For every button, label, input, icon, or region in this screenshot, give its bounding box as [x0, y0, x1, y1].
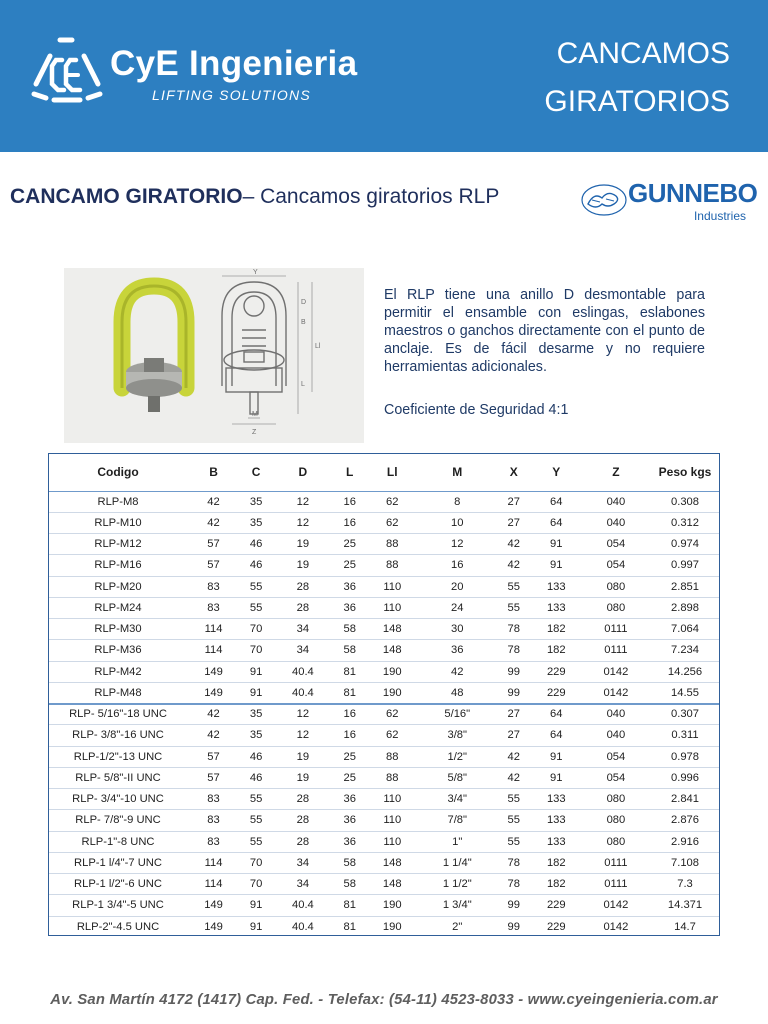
row-value: 149: [188, 682, 239, 703]
row-value: 55: [239, 789, 273, 810]
row-value: 25: [333, 534, 367, 555]
row-value: 2.898: [650, 597, 720, 618]
row-value: 28: [273, 789, 333, 810]
row-value: 64: [531, 704, 582, 725]
row-value: 7/8": [418, 810, 497, 831]
row-value: 88: [367, 746, 418, 767]
row-value: 7.108: [650, 852, 720, 873]
page-title-line1: CANCAMOS: [556, 37, 730, 70]
table-row: [48, 852, 720, 873]
row-value: 16: [333, 512, 367, 533]
row-value: 36: [333, 789, 367, 810]
row-value: 42: [497, 767, 531, 788]
row-value: 27: [497, 512, 531, 533]
col-header: M: [418, 453, 497, 491]
row-code: RLP-M30: [48, 619, 188, 640]
row-value: 55: [239, 597, 273, 618]
row-value: 149: [188, 661, 239, 682]
table-row: [48, 789, 720, 810]
row-value: 190: [367, 916, 418, 937]
row-value: 78: [497, 852, 531, 873]
row-value: 88: [367, 555, 418, 576]
row-value: 88: [367, 767, 418, 788]
row-value: 080: [582, 831, 650, 852]
table-row: [48, 576, 720, 597]
row-value: 27: [497, 725, 531, 746]
row-value: 148: [367, 619, 418, 640]
row-value: 110: [367, 789, 418, 810]
row-value: 36: [333, 576, 367, 597]
row-value: 62: [367, 725, 418, 746]
row-value: 81: [333, 661, 367, 682]
row-value: 30: [418, 619, 497, 640]
cye-logo-icon: [28, 32, 106, 108]
svg-text:M: M: [252, 411, 258, 418]
row-value: 27: [497, 491, 531, 512]
row-value: 62: [367, 491, 418, 512]
row-value: 70: [239, 619, 273, 640]
row-value: 040: [582, 725, 650, 746]
row-value: 62: [367, 512, 418, 533]
table-row: [48, 874, 720, 895]
row-value: 81: [333, 916, 367, 937]
row-value: 55: [497, 576, 531, 597]
row-code: RLP- 5/16"-18 UNC: [48, 704, 188, 725]
table-row: [48, 491, 720, 512]
row-value: 229: [531, 895, 582, 916]
col-header: Codigo: [48, 453, 188, 491]
row-value: 48: [418, 682, 497, 703]
row-value: 114: [188, 874, 239, 895]
row-value: 12: [273, 704, 333, 725]
row-value: 78: [497, 640, 531, 661]
row-value: 88: [367, 534, 418, 555]
row-value: 0.308: [650, 491, 720, 512]
table-row: [48, 661, 720, 682]
row-value: 182: [531, 874, 582, 895]
svg-text:Y: Y: [253, 269, 258, 276]
row-value: 12: [418, 534, 497, 555]
table-row: [48, 916, 720, 937]
row-value: 0142: [582, 916, 650, 937]
row-value: 080: [582, 597, 650, 618]
table-row: [48, 682, 720, 703]
row-value: 133: [531, 831, 582, 852]
row-value: 5/8": [418, 767, 497, 788]
row-value: 42: [418, 661, 497, 682]
col-header: C: [239, 453, 273, 491]
row-value: 35: [239, 512, 273, 533]
col-header: Y: [531, 453, 582, 491]
row-value: 14.256: [650, 661, 720, 682]
row-value: 42: [188, 512, 239, 533]
row-value: 35: [239, 491, 273, 512]
gunnebo-emblem-icon: [580, 182, 628, 218]
table-row: [48, 746, 720, 767]
row-value: 0142: [582, 895, 650, 916]
table-row: [48, 512, 720, 533]
row-code: RLP-M48: [48, 682, 188, 703]
row-value: 0142: [582, 682, 650, 703]
row-value: 14.55: [650, 682, 720, 703]
row-value: 25: [333, 767, 367, 788]
row-value: 64: [531, 725, 582, 746]
section-title: [10, 185, 499, 209]
row-value: 64: [531, 491, 582, 512]
gunnebo-logo: [578, 178, 758, 224]
col-header: B: [188, 453, 239, 491]
row-value: 62: [367, 704, 418, 725]
row-value: 91: [239, 661, 273, 682]
row-value: 91: [531, 555, 582, 576]
footer-contact: Av. San Martín 4172 (1417) Cap. Fed. - Telefax: (54-11) 4523-8033 - www.cyeingenieria.com.ar: [50, 992, 718, 1008]
row-value: 42: [497, 534, 531, 555]
page-title: [544, 30, 730, 126]
row-code: RLP-M36: [48, 640, 188, 661]
row-value: 42: [497, 746, 531, 767]
row-value: 36: [333, 810, 367, 831]
row-value: 0111: [582, 852, 650, 873]
row-code: RLP-1/2"-13 UNC: [48, 746, 188, 767]
row-code: RLP- 3/4"-10 UNC: [48, 789, 188, 810]
row-value: 12: [273, 491, 333, 512]
row-value: 55: [497, 789, 531, 810]
row-value: 054: [582, 534, 650, 555]
row-value: 1": [418, 831, 497, 852]
row-value: 190: [367, 682, 418, 703]
table-row: [48, 831, 720, 852]
row-value: 5/16": [418, 704, 497, 725]
row-value: 7.234: [650, 640, 720, 661]
brand-name: CyE Ingenieria: [110, 44, 358, 83]
row-value: 78: [497, 619, 531, 640]
row-value: 35: [239, 725, 273, 746]
row-code: RLP-M42: [48, 661, 188, 682]
row-value: 080: [582, 810, 650, 831]
row-code: RLP-M12: [48, 534, 188, 555]
row-value: 81: [333, 895, 367, 916]
row-value: 46: [239, 767, 273, 788]
row-value: 83: [188, 597, 239, 618]
gunnebo-name: GUNNEBO: [628, 178, 758, 208]
row-value: 42: [497, 555, 531, 576]
row-value: 0.978: [650, 746, 720, 767]
col-header: Ll: [367, 453, 418, 491]
svg-text:Z: Z: [252, 429, 257, 436]
page-header: [0, 0, 768, 152]
row-value: 054: [582, 767, 650, 788]
row-value: 1/2": [418, 746, 497, 767]
svg-text:Ll: Ll: [315, 343, 321, 350]
row-value: 7.3: [650, 874, 720, 895]
row-value: 0.996: [650, 767, 720, 788]
row-value: 70: [239, 874, 273, 895]
row-value: 148: [367, 874, 418, 895]
row-value: 36: [418, 640, 497, 661]
row-value: 64: [531, 512, 582, 533]
row-value: 2.841: [650, 789, 720, 810]
row-value: 054: [582, 555, 650, 576]
row-value: 0.307: [650, 704, 720, 725]
row-value: 55: [497, 831, 531, 852]
row-value: 28: [273, 831, 333, 852]
row-value: 149: [188, 916, 239, 937]
row-value: 19: [273, 555, 333, 576]
swivel-hoist-ring-icon: [64, 268, 364, 443]
row-value: 0.311: [650, 725, 720, 746]
row-value: 114: [188, 640, 239, 661]
row-value: 190: [367, 895, 418, 916]
table-row: [48, 534, 720, 555]
table-header-row: [48, 453, 720, 491]
row-value: 91: [239, 916, 273, 937]
row-value: 054: [582, 746, 650, 767]
row-value: 16: [333, 491, 367, 512]
row-value: 57: [188, 534, 239, 555]
table-row: [48, 725, 720, 746]
row-value: 133: [531, 810, 582, 831]
row-value: 1 3/4": [418, 895, 497, 916]
row-value: 24: [418, 597, 497, 618]
svg-text:B: B: [301, 319, 306, 326]
table-row: [48, 619, 720, 640]
row-value: 19: [273, 746, 333, 767]
row-value: 99: [497, 895, 531, 916]
row-value: 12: [273, 512, 333, 533]
product-image: [64, 268, 364, 443]
product-description: El RLP tiene una anillo D desmontable para permitir el ensamble con eslingas, eslabones maestros o ganchos directamente con el punto de anclaje. Es de fácil desarme y no requiere herramientas adicionales.: [384, 287, 705, 375]
row-value: 148: [367, 640, 418, 661]
row-value: 34: [273, 852, 333, 873]
row-value: 7.064: [650, 619, 720, 640]
row-value: 70: [239, 640, 273, 661]
table-row: [48, 767, 720, 788]
gunnebo-sub: Industries: [693, 209, 746, 223]
row-value: 8: [418, 491, 497, 512]
row-value: 70: [239, 852, 273, 873]
row-value: 57: [188, 555, 239, 576]
row-value: 229: [531, 916, 582, 937]
row-value: 25: [333, 555, 367, 576]
row-code: RLP-1"-8 UNC: [48, 831, 188, 852]
row-value: 83: [188, 576, 239, 597]
table-row: [48, 555, 720, 576]
row-value: 0.974: [650, 534, 720, 555]
table-row: [48, 640, 720, 661]
svg-text:L: L: [301, 381, 305, 388]
row-value: 46: [239, 555, 273, 576]
row-value: 133: [531, 597, 582, 618]
row-value: 34: [273, 640, 333, 661]
row-value: 0111: [582, 619, 650, 640]
row-value: 34: [273, 619, 333, 640]
row-code: RLP- 3/8"-16 UNC: [48, 725, 188, 746]
row-value: 1 1/4": [418, 852, 497, 873]
row-value: 57: [188, 767, 239, 788]
row-value: 40.4: [273, 661, 333, 682]
section-title-rest: – Cancamos giratorios RLP: [242, 185, 500, 208]
row-value: 57: [188, 746, 239, 767]
row-value: 14.7: [650, 916, 720, 937]
row-value: 040: [582, 512, 650, 533]
row-value: 46: [239, 534, 273, 555]
row-value: 81: [333, 682, 367, 703]
row-value: 0.997: [650, 555, 720, 576]
row-value: 16: [418, 555, 497, 576]
col-header: X: [497, 453, 531, 491]
row-value: 133: [531, 789, 582, 810]
row-value: 36: [333, 597, 367, 618]
row-value: 114: [188, 619, 239, 640]
row-value: 55: [497, 597, 531, 618]
row-value: 58: [333, 852, 367, 873]
row-value: 91: [239, 895, 273, 916]
row-value: 42: [188, 491, 239, 512]
row-value: 110: [367, 597, 418, 618]
row-value: 0142: [582, 661, 650, 682]
row-value: 40.4: [273, 682, 333, 703]
row-value: 20: [418, 576, 497, 597]
row-value: 46: [239, 746, 273, 767]
row-value: 16: [333, 725, 367, 746]
row-value: 133: [531, 576, 582, 597]
row-value: 3/4": [418, 789, 497, 810]
row-code: RLP-M16: [48, 555, 188, 576]
row-code: RLP- 5/8"-II UNC: [48, 767, 188, 788]
row-value: 080: [582, 576, 650, 597]
row-value: 35: [239, 704, 273, 725]
row-value: 110: [367, 576, 418, 597]
row-value: 0111: [582, 874, 650, 895]
col-header: Z: [582, 453, 650, 491]
row-value: 91: [239, 682, 273, 703]
row-value: 10: [418, 512, 497, 533]
row-value: 110: [367, 810, 418, 831]
row-value: 182: [531, 852, 582, 873]
row-value: 55: [239, 576, 273, 597]
row-value: 080: [582, 789, 650, 810]
row-code: RLP-1 3/4"-5 UNC: [48, 895, 188, 916]
row-value: 40.4: [273, 895, 333, 916]
row-value: 78: [497, 874, 531, 895]
row-value: 27: [497, 704, 531, 725]
row-value: 25: [333, 746, 367, 767]
row-code: RLP-2"-4.5 UNC: [48, 916, 188, 937]
row-value: 19: [273, 767, 333, 788]
row-code: RLP-M10: [48, 512, 188, 533]
row-value: 0111: [582, 640, 650, 661]
row-value: 91: [531, 767, 582, 788]
row-value: 19: [273, 534, 333, 555]
row-value: 91: [531, 746, 582, 767]
row-value: 2": [418, 916, 497, 937]
col-header-peso: Peso kgs: [650, 453, 720, 491]
row-value: 28: [273, 597, 333, 618]
specs-table: [48, 453, 720, 937]
row-value: 28: [273, 810, 333, 831]
row-code: RLP-M24: [48, 597, 188, 618]
table-row: [48, 895, 720, 916]
row-value: 2.851: [650, 576, 720, 597]
row-value: 2.916: [650, 831, 720, 852]
row-value: 91: [531, 534, 582, 555]
row-value: 36: [333, 831, 367, 852]
row-value: 83: [188, 831, 239, 852]
row-value: 99: [497, 682, 531, 703]
row-value: 12: [273, 725, 333, 746]
row-value: 040: [582, 704, 650, 725]
row-value: 148: [367, 852, 418, 873]
table-row: [48, 597, 720, 618]
specs-table-body: [48, 491, 720, 937]
row-value: 3/8": [418, 725, 497, 746]
row-value: 58: [333, 874, 367, 895]
row-value: 34: [273, 874, 333, 895]
row-value: 190: [367, 661, 418, 682]
row-value: 14.371: [650, 895, 720, 916]
row-value: 55: [239, 810, 273, 831]
row-value: 040: [582, 491, 650, 512]
row-code: RLP-1 l/2"-6 UNC: [48, 874, 188, 895]
row-code: RLP-1 l/4"-7 UNC: [48, 852, 188, 873]
row-value: 42: [188, 704, 239, 725]
section-title-bold: CANCAMO GIRATORIO: [10, 185, 243, 208]
row-value: 229: [531, 682, 582, 703]
row-value: 58: [333, 619, 367, 640]
row-value: 0.312: [650, 512, 720, 533]
row-value: 182: [531, 640, 582, 661]
brand-tagline: LIFTING SOLUTIONS: [152, 87, 311, 103]
row-value: 55: [497, 810, 531, 831]
row-value: 2.876: [650, 810, 720, 831]
row-value: 58: [333, 640, 367, 661]
row-value: 83: [188, 810, 239, 831]
svg-text:D: D: [301, 299, 307, 306]
table-row: [48, 810, 720, 831]
row-value: 110: [367, 831, 418, 852]
row-value: 99: [497, 916, 531, 937]
row-value: 229: [531, 661, 582, 682]
row-code: RLP- 7/8"-9 UNC: [48, 810, 188, 831]
row-value: 42: [188, 725, 239, 746]
row-value: 55: [239, 831, 273, 852]
row-value: 182: [531, 619, 582, 640]
row-value: 1 1/2": [418, 874, 497, 895]
row-value: 28: [273, 576, 333, 597]
row-code: RLP-M20: [48, 576, 188, 597]
row-value: 83: [188, 789, 239, 810]
row-code: RLP-M8: [48, 491, 188, 512]
row-value: 149: [188, 895, 239, 916]
safety-factor: Coeficiente de Seguridad 4:1: [384, 402, 569, 418]
col-header: L: [333, 453, 367, 491]
row-value: 99: [497, 661, 531, 682]
row-value: 16: [333, 704, 367, 725]
page-title-line2: GIRATORIOS: [544, 85, 730, 118]
row-value: 114: [188, 852, 239, 873]
row-value: 40.4: [273, 916, 333, 937]
col-header: D: [273, 453, 333, 491]
table-row: [48, 704, 720, 725]
